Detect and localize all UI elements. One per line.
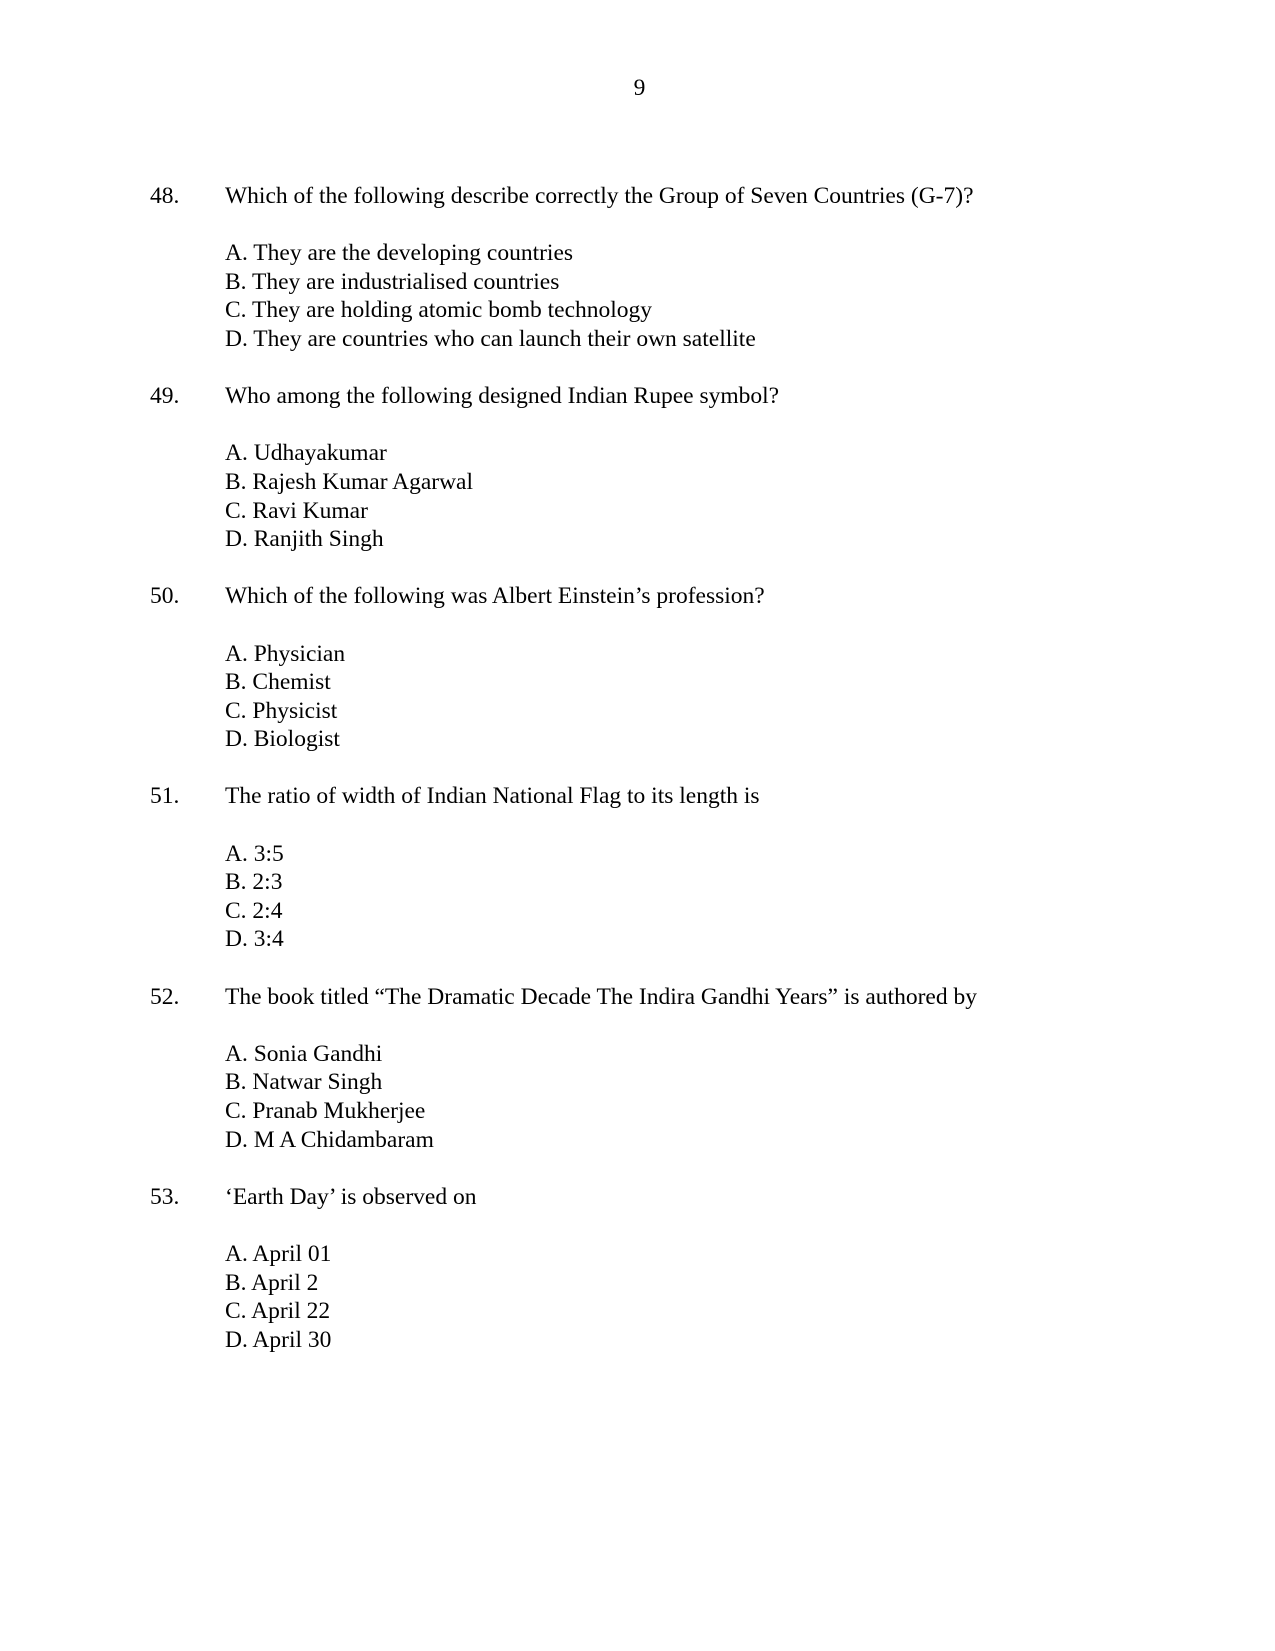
question-text: Who among the following designed Indian Rupee symbol? [225,383,780,410]
option-a: A. April 01 [225,1240,332,1267]
option-list [225,640,1210,754]
option-d: D. They are countries who can launch their own satellite [225,325,756,352]
question-header [150,382,1210,411]
question-text: The ratio of width of Indian National Flag to its length is [225,783,760,810]
option-b: B. Chemist [225,669,331,696]
option-b: B. Natwar Singh [225,1069,383,1096]
page-number: 9 [633,75,646,101]
option-list [225,439,1210,553]
question-number: 49. [150,383,180,410]
option-c: C. They are holding atomic bomb technology [225,297,653,324]
option-list [225,239,1210,353]
option-a: A. Physician [225,640,346,667]
question-53 [150,1183,1210,1355]
question-header [150,983,1210,1012]
question-number: 51. [150,783,180,810]
option-list [225,840,1210,954]
question-number: 50. [150,583,180,610]
question-52 [150,983,1210,1155]
question-list [150,182,1210,1383]
question-text: The book titled “The Dramatic Decade The Indira Gandhi Years” is authored by [225,983,977,1010]
question-text: Which of the following describe correctly the Group of Seven Countries (G-7)? [225,183,974,209]
option-d: D. April 30 [225,1326,332,1353]
option-list [225,1240,1210,1354]
option-d: D. Ranjith Singh [225,526,384,553]
option-list [225,1040,1210,1154]
option-d: D. 3:4 [225,926,284,953]
option-b: B. April 2 [225,1269,319,1296]
question-49 [150,382,1210,554]
option-a: A. They are the developing countries [225,240,574,267]
option-b: B. 2:3 [225,869,283,896]
option-b: B. They are industrialised countries [225,268,560,295]
question-51 [150,782,1210,954]
question-header [150,182,1210,211]
question-number: 52. [150,983,180,1010]
question-header [150,1183,1210,1212]
question-50 [150,582,1210,754]
option-c: C. Ravi Kumar [225,497,368,524]
question-number: 48. [150,183,180,209]
question-48 [150,182,1210,354]
option-c: C. April 22 [225,1298,331,1325]
option-c: C. Physicist [225,697,338,724]
option-d: D. Biologist [225,726,340,753]
question-number: 53. [150,1183,180,1210]
option-d: D. M A Chidambaram [225,1126,434,1153]
question-text: Which of the following was Albert Einstein’s profession? [225,583,765,610]
option-a: A. Sonia Gandhi [225,1040,383,1067]
question-header [150,782,1210,811]
option-a: A. 3:5 [225,840,284,867]
option-a: A. Udhayakumar [225,440,387,467]
option-c: C. 2:4 [225,897,283,924]
question-text: ‘Earth Day’ is observed on [225,1183,477,1210]
option-c: C. Pranab Mukherjee [225,1098,426,1124]
option-b: B. Rajesh Kumar Agarwal [225,468,474,495]
question-header [150,582,1210,611]
